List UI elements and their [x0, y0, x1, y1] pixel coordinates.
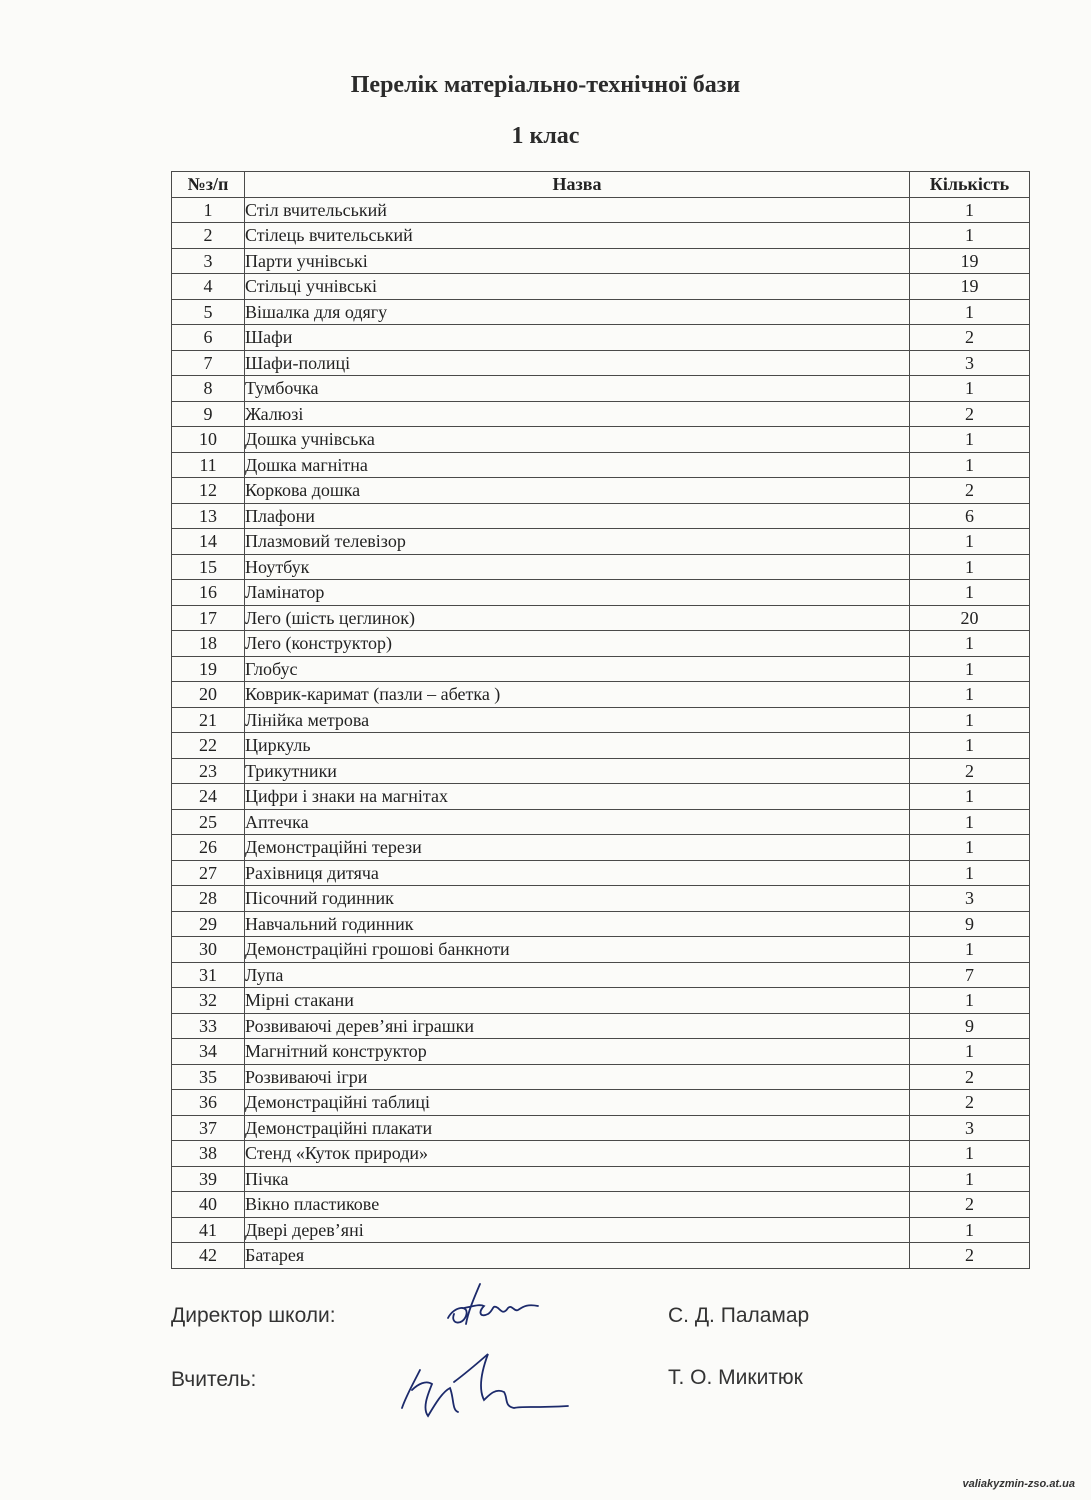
director-name: С. Д. Паламар: [668, 1304, 810, 1327]
table-row: [172, 886, 1030, 912]
row-quantity: 2: [910, 478, 1030, 504]
row-name: Тумбочка: [245, 376, 910, 402]
row-quantity: 7: [910, 962, 1030, 988]
table-row: [172, 274, 1030, 300]
row-number: 18: [172, 631, 245, 657]
row-quantity: 2: [910, 1064, 1030, 1090]
table-row: [172, 1039, 1030, 1065]
row-name: Демонстраційні плакати: [245, 1115, 910, 1141]
row-number: 29: [172, 911, 245, 937]
row-quantity: 2: [910, 401, 1030, 427]
table-row: [172, 758, 1030, 784]
row-quantity: 1: [910, 937, 1030, 963]
row-number: 21: [172, 707, 245, 733]
row-quantity: 19: [910, 274, 1030, 300]
table-row: [172, 1115, 1030, 1141]
row-number: 34: [172, 1039, 245, 1065]
row-quantity: 1: [910, 1217, 1030, 1243]
row-name: Демонстраційні терези: [245, 835, 910, 861]
table-row: [172, 733, 1030, 759]
director-signature-icon: [440, 1278, 550, 1338]
row-quantity: 2: [910, 1090, 1030, 1116]
row-name: Стенд «Куток природи»: [245, 1141, 910, 1167]
row-number: 22: [172, 733, 245, 759]
row-number: 30: [172, 937, 245, 963]
row-name: Рахівниця дитяча: [245, 860, 910, 886]
table-row: [172, 223, 1030, 249]
teacher-name: Т. О. Микитюк: [668, 1366, 803, 1389]
row-name: Стільці учнівські: [245, 274, 910, 300]
table-row: [172, 452, 1030, 478]
table-row: [172, 427, 1030, 453]
row-quantity: 1: [910, 988, 1030, 1014]
row-name: Парти учнівські: [245, 248, 910, 274]
table-row: [172, 962, 1030, 988]
row-name: Жалюзі: [245, 401, 910, 427]
row-quantity: 2: [910, 325, 1030, 351]
row-quantity: 1: [910, 580, 1030, 606]
row-quantity: 2: [910, 1243, 1030, 1269]
teacher-signature-icon: [392, 1348, 572, 1428]
row-number: 14: [172, 529, 245, 555]
row-name: Розвиваючі дерев’яні іграшки: [245, 1013, 910, 1039]
table-row: [172, 605, 1030, 631]
header-name: Назва: [245, 172, 910, 198]
row-number: 4: [172, 274, 245, 300]
table-row: [172, 1243, 1030, 1269]
row-quantity: 6: [910, 503, 1030, 529]
row-name: Аптечка: [245, 809, 910, 835]
table-row: [172, 376, 1030, 402]
row-quantity: 9: [910, 911, 1030, 937]
table-row: [172, 707, 1030, 733]
row-quantity: 2: [910, 758, 1030, 784]
row-name: Глобус: [245, 656, 910, 682]
row-name: Мірні стакани: [245, 988, 910, 1014]
row-quantity: 1: [910, 656, 1030, 682]
row-name: Ноутбук: [245, 554, 910, 580]
table-row: [172, 529, 1030, 555]
row-quantity: 3: [910, 1115, 1030, 1141]
table-row: [172, 1013, 1030, 1039]
row-number: 15: [172, 554, 245, 580]
row-number: 23: [172, 758, 245, 784]
row-quantity: 1: [910, 1039, 1030, 1065]
row-name: Батарея: [245, 1243, 910, 1269]
table-row: [172, 988, 1030, 1014]
row-quantity: 1: [910, 1141, 1030, 1167]
table-row: [172, 937, 1030, 963]
table-row: [172, 350, 1030, 376]
row-number: 25: [172, 809, 245, 835]
row-name: Плазмовий телевізор: [245, 529, 910, 555]
row-name: Плафони: [245, 503, 910, 529]
row-name: Лінійка метрова: [245, 707, 910, 733]
row-quantity: 1: [910, 427, 1030, 453]
row-quantity: 2: [910, 1192, 1030, 1218]
row-number: 41: [172, 1217, 245, 1243]
table-row: [172, 1141, 1030, 1167]
row-quantity: 19: [910, 248, 1030, 274]
row-quantity: 1: [910, 299, 1030, 325]
row-quantity: 1: [910, 529, 1030, 555]
row-name: Вішалка для одягу: [245, 299, 910, 325]
row-name: Вікно пластикове: [245, 1192, 910, 1218]
row-number: 11: [172, 452, 245, 478]
row-name: Демонстраційні грошові банкноти: [245, 937, 910, 963]
row-name: Лего (конструктор): [245, 631, 910, 657]
row-name: Трикутники: [245, 758, 910, 784]
row-quantity: 1: [910, 860, 1030, 886]
row-number: 35: [172, 1064, 245, 1090]
row-number: 31: [172, 962, 245, 988]
row-number: 33: [172, 1013, 245, 1039]
table-body: [172, 197, 1030, 1268]
row-number: 42: [172, 1243, 245, 1269]
table-row: [172, 1217, 1030, 1243]
table-header-row: [172, 172, 1030, 198]
row-name: Лего (шість цеглинок): [245, 605, 910, 631]
table-row: [172, 299, 1030, 325]
row-number: 37: [172, 1115, 245, 1141]
row-number: 24: [172, 784, 245, 810]
row-name: Лупа: [245, 962, 910, 988]
row-name: Шафи: [245, 325, 910, 351]
row-number: 6: [172, 325, 245, 351]
table-row: [172, 911, 1030, 937]
row-name: Демонстраційні таблиці: [245, 1090, 910, 1116]
row-number: 13: [172, 503, 245, 529]
row-quantity: 1: [910, 835, 1030, 861]
row-name: Дошка магнітна: [245, 452, 910, 478]
table-row: [172, 835, 1030, 861]
row-number: 1: [172, 197, 245, 223]
row-quantity: 1: [910, 809, 1030, 835]
row-number: 17: [172, 605, 245, 631]
table-row: [172, 1064, 1030, 1090]
table-row: [172, 1166, 1030, 1192]
row-number: 16: [172, 580, 245, 606]
row-name: Ламінатор: [245, 580, 910, 606]
row-quantity: 3: [910, 350, 1030, 376]
row-quantity: 1: [910, 631, 1030, 657]
watermark: valiakyzmin-zso.at.ua: [962, 1478, 1075, 1490]
row-number: 39: [172, 1166, 245, 1192]
row-number: 9: [172, 401, 245, 427]
header-quantity: Кількість: [910, 172, 1030, 198]
table-row: [172, 860, 1030, 886]
row-number: 10: [172, 427, 245, 453]
row-number: 5: [172, 299, 245, 325]
table-row: [172, 248, 1030, 274]
teacher-label: Вчитель:: [171, 1368, 257, 1391]
row-name: Дошка учнівська: [245, 427, 910, 453]
table-row: [172, 554, 1030, 580]
row-quantity: 3: [910, 886, 1030, 912]
row-name: Циркуль: [245, 733, 910, 759]
row-number: 19: [172, 656, 245, 682]
row-number: 2: [172, 223, 245, 249]
row-name: Коркова дошка: [245, 478, 910, 504]
row-quantity: 1: [910, 682, 1030, 708]
table-row: [172, 197, 1030, 223]
row-name: Коврик-каримат (пазли – абетка ): [245, 682, 910, 708]
row-number: 40: [172, 1192, 245, 1218]
row-quantity: 1: [910, 223, 1030, 249]
row-number: 8: [172, 376, 245, 402]
document-subtitle: 1 клас: [511, 123, 580, 149]
row-quantity: 9: [910, 1013, 1030, 1039]
row-quantity: 1: [910, 197, 1030, 223]
table-row: [172, 809, 1030, 835]
row-quantity: 1: [910, 707, 1030, 733]
row-number: 3: [172, 248, 245, 274]
row-number: 28: [172, 886, 245, 912]
table-row: [172, 401, 1030, 427]
row-name: Двері дерев’яні: [245, 1217, 910, 1243]
row-name: Стіл вчительський: [245, 197, 910, 223]
row-quantity: 1: [910, 784, 1030, 810]
row-name: Пісочний годинник: [245, 886, 910, 912]
director-label: Директор школи:: [171, 1304, 336, 1327]
table-row: [172, 1090, 1030, 1116]
row-quantity: 1: [910, 1166, 1030, 1192]
table-row: [172, 478, 1030, 504]
table-row: [172, 656, 1030, 682]
row-quantity: 1: [910, 452, 1030, 478]
row-name: Навчальний годинник: [245, 911, 910, 937]
row-number: 20: [172, 682, 245, 708]
row-quantity: 1: [910, 376, 1030, 402]
row-number: 27: [172, 860, 245, 886]
inventory-table: [171, 171, 1030, 1269]
row-name: Магнітний конструктор: [245, 1039, 910, 1065]
row-name: Цифри і знаки на магнітах: [245, 784, 910, 810]
header-number: №з/п: [172, 172, 245, 198]
row-name: Стілець вчительський: [245, 223, 910, 249]
table-row: [172, 784, 1030, 810]
table-row: [172, 580, 1030, 606]
row-quantity: 1: [910, 554, 1030, 580]
table-row: [172, 503, 1030, 529]
table-row: [172, 325, 1030, 351]
row-name: Розвиваючі ігри: [245, 1064, 910, 1090]
table-row: [172, 682, 1030, 708]
row-name: Шафи-полиці: [245, 350, 910, 376]
document-title: Перелік матеріально-технічної бази: [350, 72, 741, 98]
table-row: [172, 631, 1030, 657]
row-number: 12: [172, 478, 245, 504]
row-name: Пічка: [245, 1166, 910, 1192]
row-number: 36: [172, 1090, 245, 1116]
row-quantity: 20: [910, 605, 1030, 631]
row-number: 32: [172, 988, 245, 1014]
table-row: [172, 1192, 1030, 1218]
row-quantity: 1: [910, 733, 1030, 759]
row-number: 7: [172, 350, 245, 376]
row-number: 38: [172, 1141, 245, 1167]
row-number: 26: [172, 835, 245, 861]
